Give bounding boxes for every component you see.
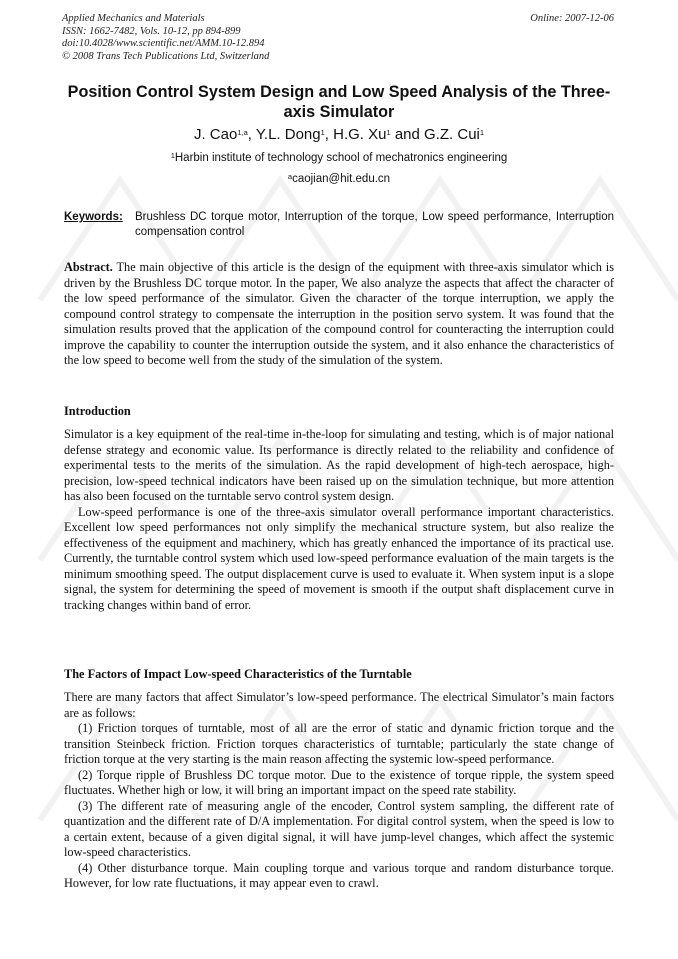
paper-title: Position Control System Design and Low Speed Analysis of the Three-axis Simulator bbox=[67, 83, 611, 121]
introduction-body bbox=[64, 427, 614, 613]
paragraph: There are many factors that affect Simulator’s low-speed performance. The electrical Simulator’s main factors are as follows: bbox=[64, 690, 614, 720]
list-item: (3) The different rate of measuring angle of the encoder, Control system sampling, the different rate of quantization and the different rate of D/A implementation. For digital control system, when the speed is low to a certain extent, because of a given digital signal, it will have jump-level changes, which affect the systemic low-speed characteristics. bbox=[64, 798, 614, 859]
journal-name: Applied Mechanics and Materials bbox=[62, 13, 205, 24]
affiliation: $^1$Harbin institute of technology school of mechatronics engineering bbox=[170, 151, 508, 164]
author-list: J. Cao$^{1,a}$, Y.L. Dong$^1$, H.G. Xu$^1$ and G.Z. Cui$^1$ bbox=[193, 126, 485, 143]
online-date: Online: 2007-12-06 bbox=[530, 13, 614, 24]
issn-line: ISSN: 1662-7482, Vols. 10-12, pp 894-899 bbox=[62, 25, 241, 37]
list-item: (4) Other disturbance torque. Main coupling torque and various torque and random disturbance torque. However, for low rate fluctuations, it may appear even to crawl. bbox=[64, 860, 614, 890]
copyright-line: © 2008 Trans Tech Publications Ltd, Switzerland bbox=[62, 50, 270, 62]
author-email: $^a$caojian@hit.edu.cn bbox=[287, 172, 391, 185]
list-item: (2) Torque ripple of Brushless DC torque motor. Due to the existence of torque ripple, the system speed fluctuates. Whether high or low, it will bring an important impact on the speed rate stability. bbox=[64, 767, 614, 797]
author: Y.L. Dong bbox=[255, 126, 321, 143]
keywords-label: Keywords: bbox=[64, 211, 123, 223]
author: G.Z. Cui bbox=[424, 126, 480, 143]
keywords-text: Brushless DC torque motor, Interruption of the torque, Low speed performance, Interruption compensation control bbox=[135, 211, 614, 238]
abstract-label: Abstract. bbox=[64, 260, 113, 274]
section-heading-factors: The Factors of Impact Low-speed Characteristics of the Turntable bbox=[64, 667, 412, 681]
section-heading-introduction: Introduction bbox=[64, 404, 131, 418]
abstract bbox=[64, 260, 614, 369]
abstract-text: The main objective of this article is the design of the equipment with three-axis simulator which is driven by the Brushless DC torque motor. In the paper, We also analyze the aspects that affect the character of the low speed performance of the simulator. Given the character of the torque interruption, we apply the compound control strategy to compensate the interruption in the position servo system. It was found that the simulation results proved that the application of the compound control for counteracting the interruption could improve the capability to counter the interruption outside the system, and it also enhance the characteristics of the low speed to become well from the study of the simulation of the system. bbox=[64, 260, 614, 367]
paragraph: Low-speed performance is one of the three-axis simulator overall performance important characteristics. Excellent low speed performances not only simplify the mechanical structure system, but also realize the effectiveness of the equipment and machinery, which has greatly enhanced the importance of its practical use. Currently, the turntable control system which used low-speed performance evaluation of the main targets is the minimum smoothing speed. The output displacement curve is used to evaluate it. When system input is a slope signal, the system for determining the speed of movement is smooth if the output shaft displacement curve in tracking changes within band of error. bbox=[64, 504, 614, 612]
author: H.G. Xu bbox=[333, 126, 387, 143]
doi-line: doi:10.4028/www.scientific.net/AMM.10-12.894 bbox=[62, 38, 265, 49]
publication-header bbox=[62, 13, 269, 63]
author: J. Cao bbox=[193, 126, 238, 143]
paragraph: Simulator is a key equipment of the real-time in-the-loop for simulating and testing, which is of major national defense strategy and economic value. Its performance is directly related to the reliability and confidence of experimental tests to the merits of the simulation. As the rapid development of high-tech aerospace, high-precision, low-speed technical indicators have been raised up on the simulation technique, but more attention has also been focused on the turntable servo control system design. bbox=[64, 427, 614, 503]
list-item: (1) Friction torques of turntable, most of all are the error of static and dynamic friction torque and the transition Steinbeck friction. Friction torques characteristics of turntable; particularly the state change of friction torque at the very starting is the main reason affecting the systemic low-speed performance. bbox=[64, 721, 614, 766]
keywords bbox=[64, 210, 614, 239]
factors-body bbox=[64, 690, 614, 892]
